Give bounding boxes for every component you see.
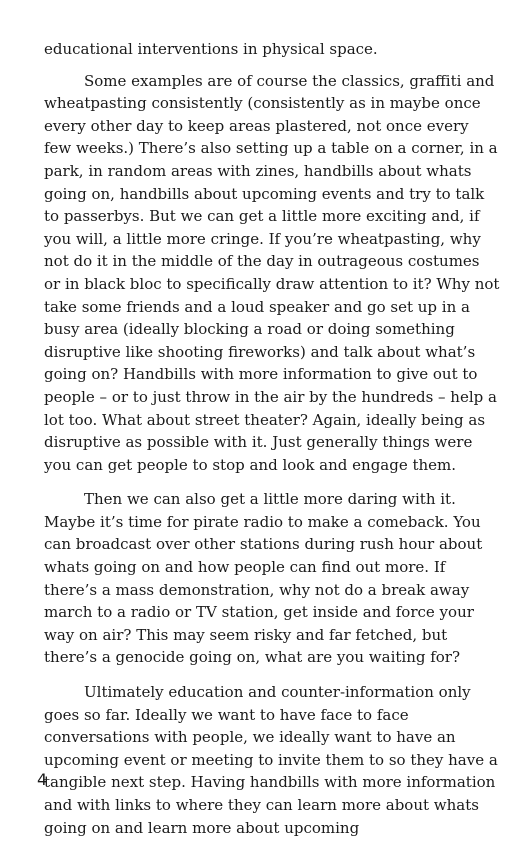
page-number: 4 — [37, 770, 48, 789]
paragraph-continued: educational interventions in physical space. — [44, 40, 378, 58]
page-body — [44, 38, 500, 851]
paragraph-examples: Some examples are of course the classics, graffiti and wheatpasting consistently (consistently as in maybe once every other day to keep areas plastered, not once every few weeks.) There’s also setting up a table on a corner, in a park, in random areas with zines, handbills about whats going on, handbills about upcoming events and try to talk to passerbys. But we can get a little more exciting and, if you will, a little more cringe. If you’re wheatpasting, why not do it in the middle of the day in outrageous costumes or in black bloc to specifically draw attention to it? Why not take some friends and a loud speaker and go set up in a busy area (ideally blocking a road or doing something disruptive like shooting fireworks) and talk about what’s going on? Handbills with more information to give out to people – or to just throw in the air by the hundreds – help a lot too. What about street theater? Again, ideally being as disruptive as possible with it. Just generally things were you can get people to stop and look and engage them. — [44, 71, 500, 474]
paragraph-conversations: Ultimately education and counter-information only goes so far. Ideally we want to have face to face conversations with people, we ideally want to have an upcoming event or meeting to invite them to so they have a tangible next step. Having handbills with more information and with links to where they can learn more about whats going on and learn more about upcoming — [44, 683, 498, 837]
paragraph-pirate-radio: Then we can also get a little more daring with it. Maybe it’s time for pirate radio to make a comeback. You can broadcast over other stations during rush hour about whats going on and how people can find out more. If there’s a mass demonstration, why not do a break away march to a radio or TV station, get inside and force your way on air? This may seem risky and far fetched, but there’s a genocide going on, what are you waiting for? — [44, 490, 483, 667]
